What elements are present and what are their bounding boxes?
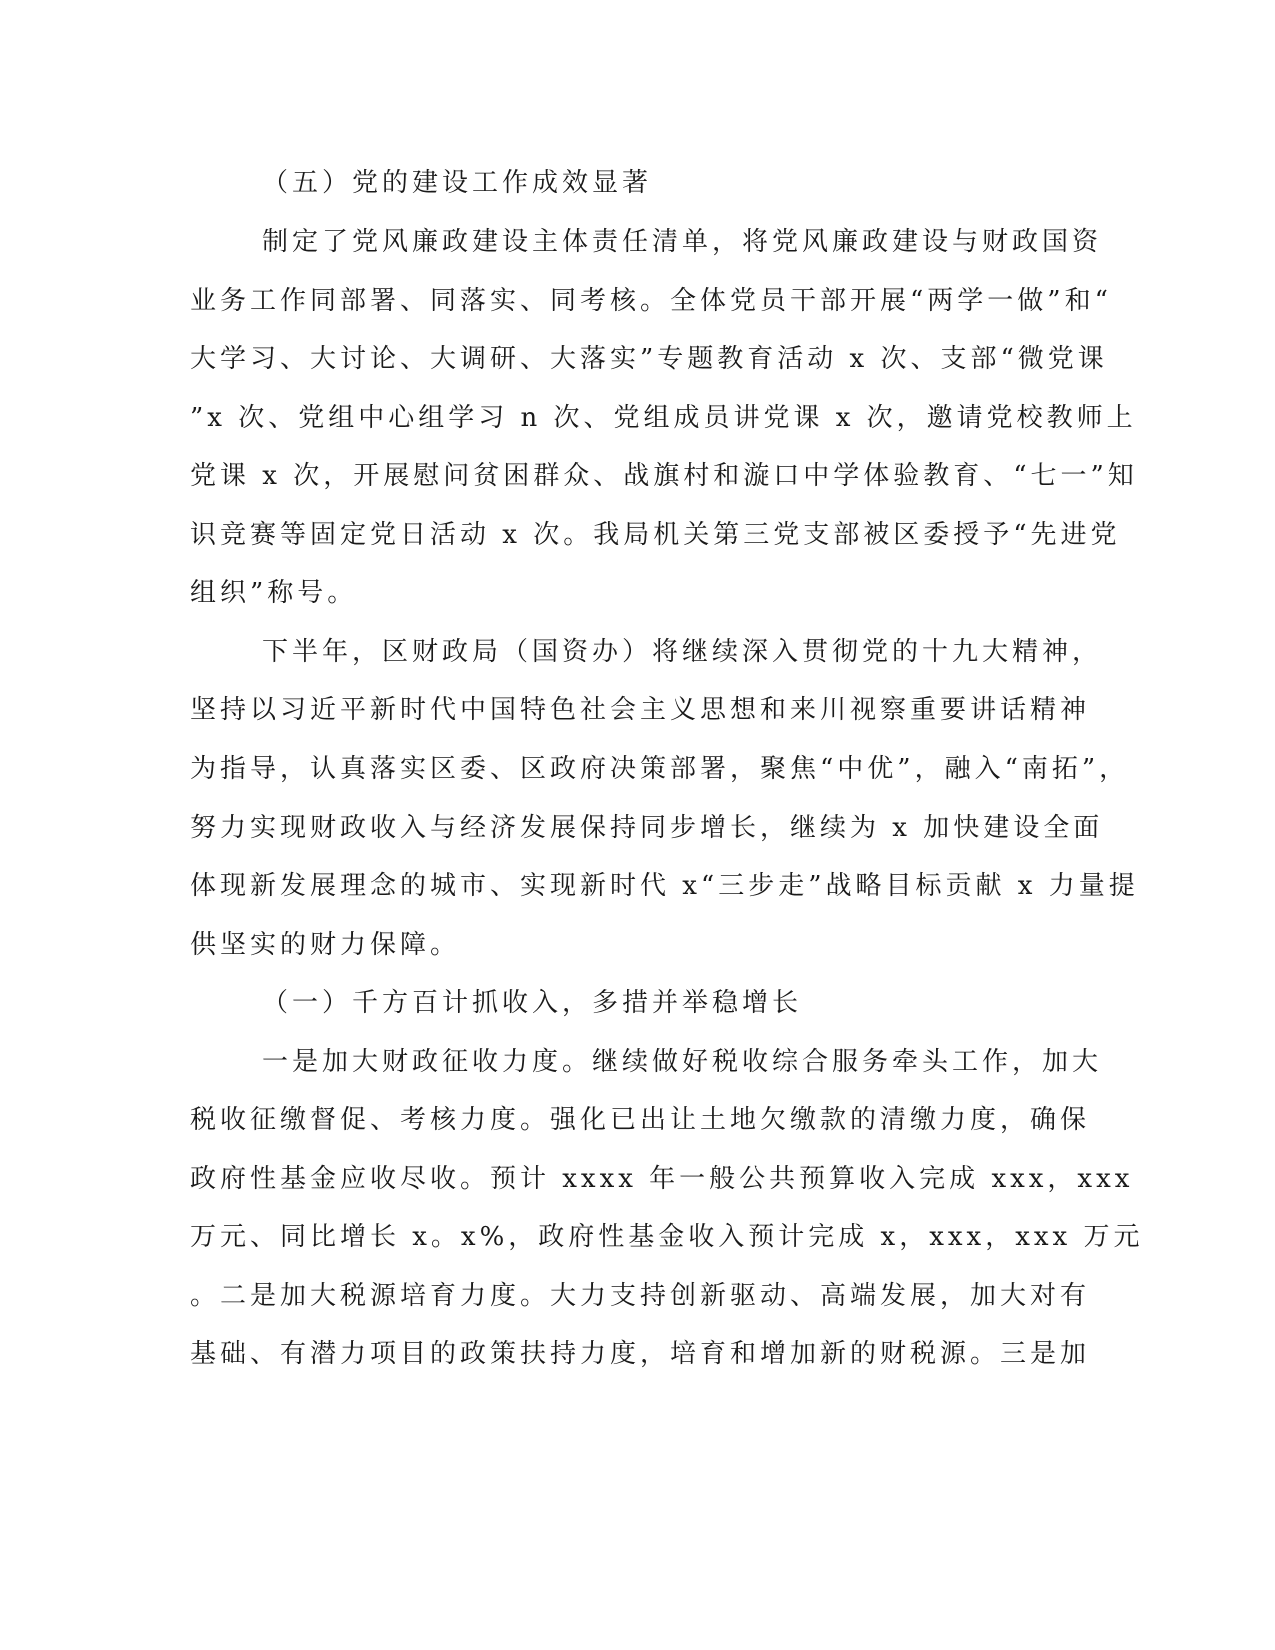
paragraph-line: 党课 x 次，开展慰问贫困群众、战旗村和漩口中学体验教育、“七一”知: [190, 461, 1138, 491]
paragraph-line: 税收征缴督促、考核力度。强化已出让土地欠缴款的清缴力度，确保: [190, 1105, 1091, 1135]
paragraph-line: 下半年，区财政局（国资办）将继续深入贯彻党的十九大精神，: [262, 637, 1103, 667]
paragraph-line: 政府性基金应收尽收。预计 xxxx 年一般公共预算收入完成 xxx，xxx: [190, 1164, 1134, 1194]
paragraph-line: 努力实现财政收入与经济发展保持同步增长，继续为 x 加快建设全面: [190, 813, 1104, 843]
paragraph-line: 供坚实的财力保障。: [190, 930, 461, 960]
paragraph-line: 为指导，认真落实区委、区政府决策部署，聚焦“中优”，融入“南拓”，: [190, 754, 1130, 784]
paragraph-line: 。二是加大税源培育力度。大力支持创新驱动、高端发展，加大对有: [190, 1281, 1091, 1311]
paragraph-line: 制定了党风廉政建设主体责任清单，将党风廉政建设与财政国资: [262, 227, 1103, 257]
paragraph-line: ”x 次、党组中心组学习 n 次、党组成员讲党课 x 次，邀请党校教师上: [190, 403, 1137, 433]
paragraph-line: 基础、有潜力项目的政策扶持力度，培育和增加新的财税源。三是加: [190, 1339, 1091, 1369]
paragraph-line: 体现新发展理念的城市、实现新时代 x“三步走”战略目标贡献 x 力量提: [190, 871, 1139, 901]
paragraph-line: 组织”称号。: [190, 578, 358, 608]
paragraph-line: 大学习、大讨论、大调研、大落实”专题教育活动 x 次、支部“微党课: [190, 344, 1108, 374]
section-heading-party-building: （五）党的建设工作成效显著: [262, 168, 653, 198]
section-heading-revenue: （一）千方百计抓收入，多措并举稳增长: [262, 988, 803, 1018]
paragraph-line: 万元、同比增长 x。x%，政府性基金收入预计完成 x，xxx，xxx 万元: [190, 1222, 1144, 1252]
paragraph-line: 坚持以习近平新时代中国特色社会主义思想和来川视察重要讲话精神: [190, 695, 1091, 725]
paragraph-line: 识竞赛等固定党日活动 x 次。我局机关第三党支部被区委授予“先进党: [190, 520, 1121, 550]
paragraph-line: 业务工作同部署、同落实、同考核。全体党员干部开展“两学一做”和“: [190, 286, 1112, 316]
paragraph-line: 一是加大财政征收力度。继续做好税收综合服务牵头工作，加大: [262, 1047, 1103, 1077]
